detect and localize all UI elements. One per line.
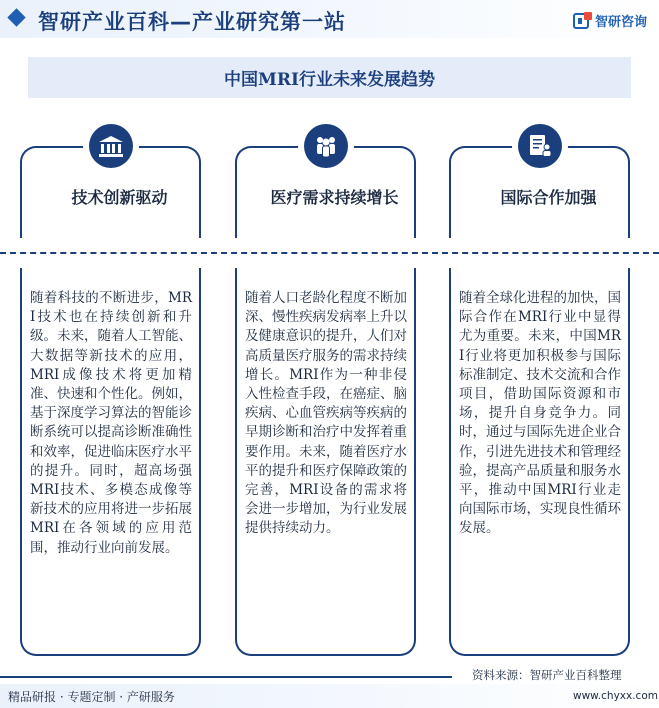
card-title-tech: 技术创新驱动 (71, 188, 168, 207)
document-person-icon (518, 124, 562, 168)
card-title-international: 国际合作加强 (500, 188, 597, 207)
people-icon (304, 124, 348, 168)
main-title-bar (28, 57, 631, 98)
source-text: 资料来源：智研产业百科整理 (472, 668, 622, 682)
logo-text: 智研咨询 (595, 15, 648, 30)
logo-icon (573, 11, 593, 31)
card-text-international: 随着全球化进程的加快，国际合作在MRI行业中显得尤为重要。未来，中国MRI行业将更加积极参与国际标准制定、技术交流和合作项目，借助国际资源和市场，提升自身竞争力。同时，通过与国际先进企业合作，引进先进技术和管理经验，提高产品质量和服务水平，推动中国MRI行业走向国际市场，实现良性循环发展。 (459, 290, 621, 537)
source-divider (0, 676, 452, 678)
card-title-demand: 医疗需求持续增长 (270, 188, 399, 207)
building-icon (89, 124, 133, 168)
card-text-demand: 随着人口老龄化程度不断加深、慢性疾病发病率上升以及健康意识的提升，人们对高质量医疗服务的需求持续增长。MRI作为一种非侵入性检查手段，在癌症、脑疾病、心血管疾病等疾病的早期诊断和治疗中发挥着重要作用。未来，随着医疗水平的提升和医疗保障政策的完善，MRI设备的需求将会进一步增加，为行业发展提供持续动力。 (245, 290, 407, 537)
footer-url[interactable]: www.chyxx.com (573, 690, 658, 702)
dashed-divider (0, 252, 659, 254)
main-title: 中国MRI行业未来发展趋势 (224, 70, 435, 90)
header-title: 智研产业百科—产业研究第一站 (38, 10, 346, 34)
card-text-tech: 随着科技的不断进步，MRI技术也在持续创新和升级。未来，随着人工智能、大数据等新技术的应用，MRI成像技术将更加精准、快速和个性化。例如，基于深度学习算法的智能诊断系统可以提高诊断准确性和效率，促进临床医疗水平的提升。同时，超高场强MRI技术、多模态成像等新技术的应用将进一步拓展MRI在各领域的应用范围，推动行业向前发展。 (30, 290, 192, 556)
footer-tagline: 精品研报 · 专题定制 · 产研服务 (8, 690, 175, 704)
